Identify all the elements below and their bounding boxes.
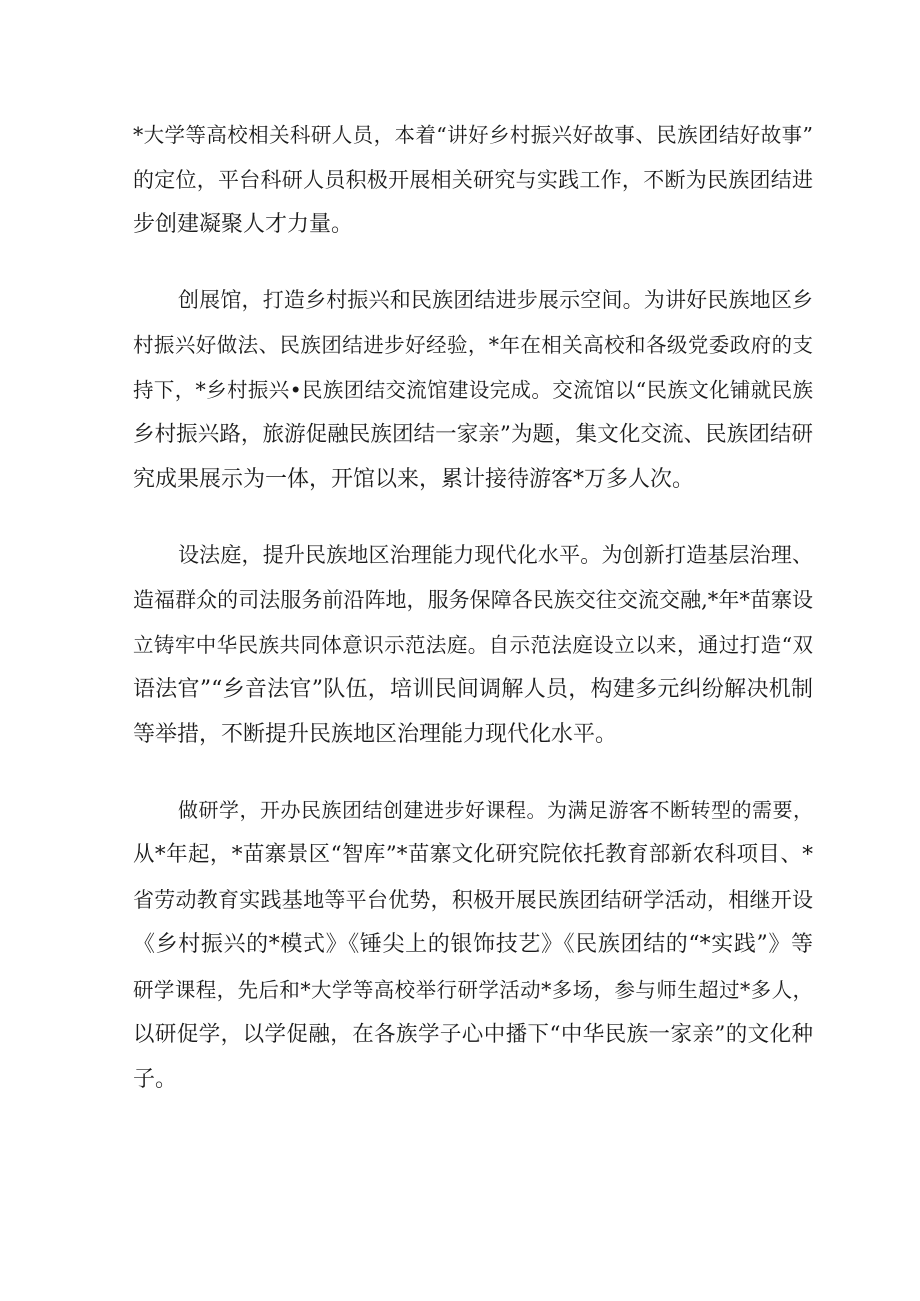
paragraph-line: 《乡村振兴的*模式》《锤尖上的银饰技艺》《民族团结的“*实践”》等 — [133, 932, 813, 957]
paragraph-line: 立铸牢中华民族共同体意识示范法庭。自示范法庭设立以来，通过打造“双 — [133, 633, 813, 657]
paragraph-line: 持下，*乡村振兴•民族团结交流馆建设完成。交流馆以“民族文化铺就民族 — [133, 378, 813, 402]
paragraph-line: 的定位，平台科研人员积极开展相关研究与实践工作，不断为民族团结进 — [133, 168, 813, 192]
paragraph-line: 究成果展示为一体，开馆以来，累计接待游客*万多人次。 — [133, 467, 695, 492]
paragraph-line: 从*年起，*苗寨景区“智库”*苗寨文化研究院依托教育部新农科项目、* — [133, 842, 813, 867]
paragraph-line: *大学等高校相关科研人员，本着“讲好乡村振兴好故事、民族团结好故事” — [133, 123, 813, 147]
paragraph-line: 语法官”“乡音法官”队伍，培训民间调解人员，构建多元纠纷解决机制 — [133, 677, 813, 702]
paragraph-line: 步创建凝聚人才力量。 — [133, 212, 354, 237]
paragraph-line: 造福群众的司法服务前沿阵地，服务保障各民族交往交流交融,*年*苗寨设 — [133, 588, 813, 612]
paragraph-line: 以研促学，以学促融，在各族学子心中播下“中华民族一家亲”的文化种 — [133, 1022, 813, 1047]
paragraph-line: 设法庭，提升民族地区治理能力现代化水平。为创新打造基层治理、 — [178, 543, 813, 567]
paragraph-line: 研学课程，先后和*大学等高校举行研学活动*多场，参与师生超过*多人， — [133, 978, 813, 1002]
paragraph-line: 创展馆，打造乡村振兴和民族团结进步展示空间。为讲好民族地区乡 — [178, 288, 813, 312]
paragraph-line: 省劳动教育实践基地等平台优势，积极开展民族团结研学活动，相继开设 — [133, 888, 813, 912]
paragraph-line: 做研学，开办民族团结创建进步好课程。为满足游客不断转型的需要， — [178, 798, 813, 822]
paragraph-line: 子。 — [133, 1067, 178, 1092]
paragraph-line: 乡村振兴路，旅游促融民族团结一家亲”为题，集文化交流、民族团结研 — [133, 422, 813, 447]
paragraph-line: 村振兴好做法、民族团结进步好经验，*年在相关高校和各级党委政府的支 — [133, 333, 813, 357]
paragraph-line: 等举措，不断提升民族地区治理能力现代化水平。 — [133, 722, 618, 747]
